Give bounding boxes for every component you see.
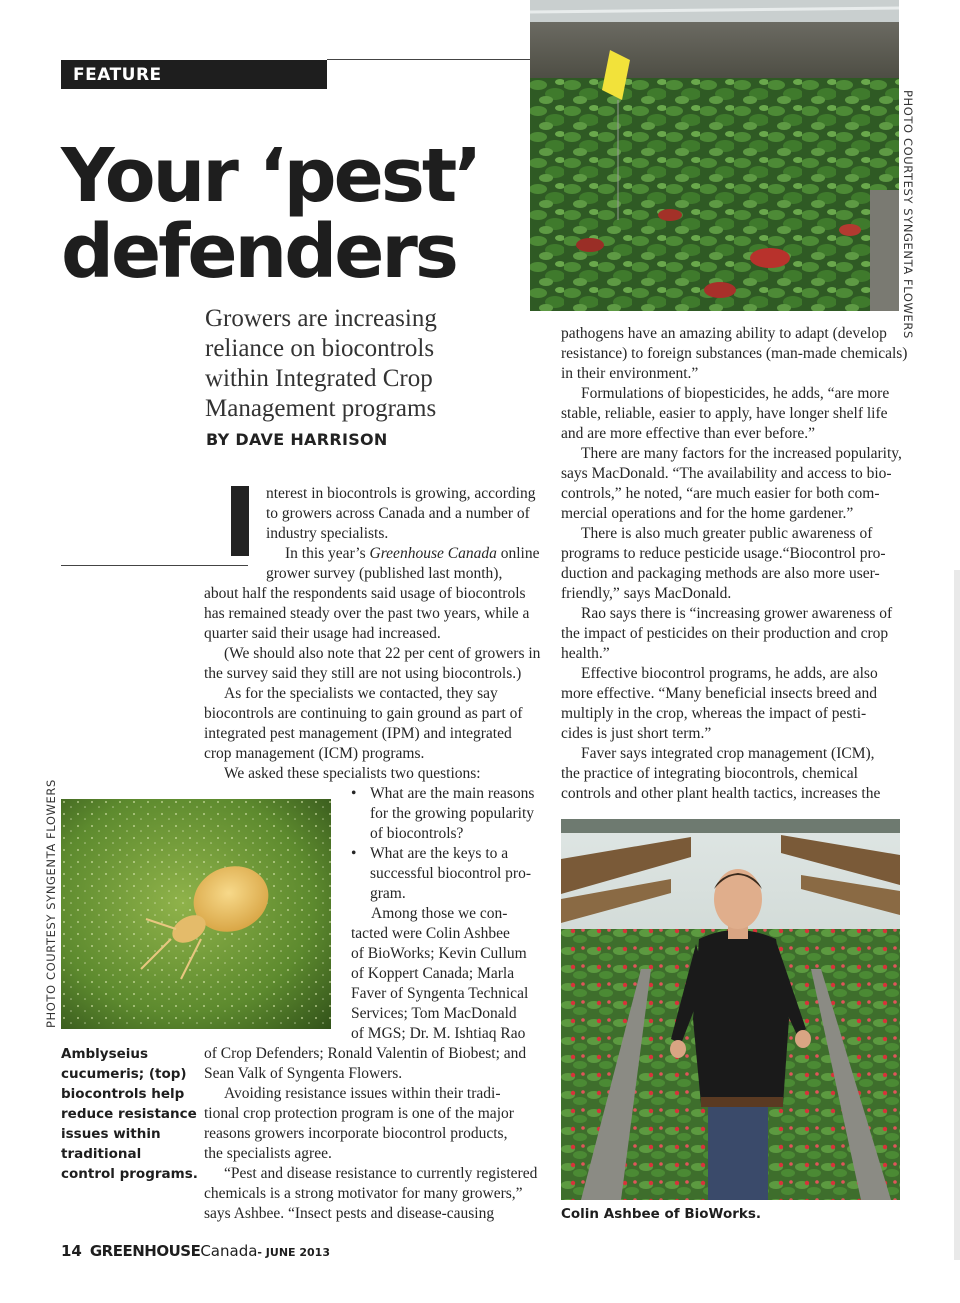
- body-line: of Crop Defenders; Ronald Valentin of Biobest; and: [204, 1045, 527, 1062]
- predatory-mite-photo: [61, 799, 331, 1029]
- body-line: pathogens have an amazing ability to adapt (develop: [561, 325, 887, 342]
- body-line: Services; Tom MacDonald: [351, 1005, 517, 1022]
- body-line: for the growing popularity: [370, 805, 535, 822]
- article-column-2: [561, 324, 908, 804]
- body-line: of Koppert Canada; Marla: [351, 965, 515, 982]
- body-line: Rao says there is “increasing grower awareness of: [581, 605, 893, 622]
- caption-line: Amblyseius: [61, 1046, 149, 1062]
- body-line: stable, reliable, easier to apply, have longer shelf life: [561, 405, 888, 422]
- body-line: As for the specialists we contacted, they say: [224, 685, 498, 702]
- photo-credit-top: [901, 90, 915, 339]
- body-line: • What are the main reasons: [370, 785, 535, 802]
- body-text: online: [496, 545, 540, 562]
- body-line: has remained steady over the past two years, while a: [204, 605, 530, 622]
- body-line: and are more effective than ever before.”: [561, 425, 816, 442]
- question-bullet-2: [351, 844, 544, 904]
- question-bullet-1: [351, 784, 544, 844]
- body-line: programs to reduce pesticide usage.“Biocontrol pro-: [561, 545, 886, 562]
- body-line: friendly,” says MacDonald.: [561, 585, 732, 602]
- body-line: Faver says integrated crop management (ICM),: [581, 745, 875, 762]
- body-line: There is also much greater public awareness of: [581, 525, 873, 542]
- body-line: Among those we con-: [371, 905, 508, 922]
- body-line: the impact of pesticides on their production and crop: [561, 625, 889, 642]
- body-line: health.”: [561, 645, 610, 662]
- issue-date: - JUNE 2013: [257, 1246, 330, 1259]
- greenhouse-poinsettia-photo: [530, 0, 899, 311]
- dek-line: reliance on biocontrols: [205, 335, 435, 362]
- photo-credit-left: [44, 779, 58, 1030]
- body-line: Effective biocontrol programs, he adds, are also: [581, 665, 878, 682]
- caption-line: biocontrols help: [61, 1086, 185, 1102]
- body-line: to growers across Canada and a number of: [266, 505, 530, 522]
- body-line: of biocontrols?: [370, 825, 464, 842]
- body-line: successful biocontrol pro-: [370, 865, 531, 882]
- body-line: tacted were Colin Ashbee: [351, 925, 510, 942]
- body-line: resistance) to foreign substances (man-made chemicals): [561, 345, 908, 362]
- body-line: integrated pest management (IPM) and integrated: [204, 725, 512, 742]
- body-line: Formulations of biopesticides, he adds, “are more: [581, 385, 890, 402]
- body-line: crop management (ICM) programs.: [204, 745, 425, 762]
- photo-credit-text: PHOTO COURTESY SYNGENTA FLOWERS: [901, 90, 915, 339]
- caption-line: control programs.: [61, 1166, 198, 1182]
- body-line: We asked these specialists two questions:: [224, 765, 481, 782]
- body-line: the practice of integrating biocontrols, chemical: [561, 765, 858, 782]
- headline-line: Your ‘pest’: [61, 133, 480, 219]
- body-line: tional crop protection program is one of the major: [204, 1105, 514, 1122]
- body-line: quarter said their usage had increased.: [204, 625, 441, 642]
- body-line: industry specialists.: [266, 525, 389, 542]
- body-line: grower survey (published last month),: [266, 565, 503, 582]
- header-rule: [327, 59, 530, 60]
- body-line: nterest in biocontrols is growing, according: [266, 485, 536, 502]
- body-line: biocontrols are continuing to gain ground as part of: [204, 705, 523, 722]
- photo-credit-text: PHOTO COURTESY SYNGENTA FLOWERS: [44, 779, 58, 1028]
- colin-ashbee-photo: [561, 819, 900, 1200]
- body-line: chemicals is a strong motivator for many growers,”: [204, 1185, 523, 1202]
- mite-photo-caption: [61, 1044, 196, 1184]
- caption-line: issues within: [61, 1126, 161, 1142]
- dek-line: within Integrated Crop: [205, 365, 433, 392]
- body-line: There are many factors for the increased popularity,: [581, 445, 902, 462]
- magazine-brand-light: Canada: [200, 1242, 258, 1260]
- body-line: (We should also note that 22 per cent of growers in: [224, 645, 541, 662]
- body-text: In this year’s: [285, 545, 370, 562]
- magazine-brand: GREENHOUSE: [89, 1242, 201, 1260]
- caption-line: traditional: [61, 1146, 142, 1162]
- section-tag: [61, 60, 327, 89]
- body-line: Faver of Syngenta Technical: [351, 985, 529, 1002]
- body-line: “Pest and disease resistance to currently registered: [224, 1165, 538, 1182]
- page-footer: [61, 1242, 330, 1261]
- body-line: of BioWorks; Kevin Cullum: [351, 945, 527, 962]
- body-line: in their environment.”: [561, 365, 699, 382]
- dek-line: Management programs: [205, 395, 437, 422]
- headline: [61, 133, 531, 295]
- body-line: duction and packaging methods are also more user-: [561, 565, 880, 582]
- section-tag-label: FEATURE: [73, 65, 162, 85]
- body-line: controls and other plant health tactics, increases the: [561, 785, 881, 802]
- body-line: cides is just short term.”: [561, 725, 712, 742]
- body-line: reasons growers incorporate biocontrol products,: [204, 1125, 508, 1142]
- page-number: 14: [61, 1242, 82, 1260]
- body-line: Avoiding resistance issues within their tradi-: [224, 1085, 501, 1102]
- body-line: of MGS; Dr. M. Ishtiaq Rao: [351, 1025, 526, 1042]
- body-line: says MacDonald. “The availability and access to bio-: [561, 465, 892, 482]
- byline: BY DAVE HARRISON: [206, 430, 388, 449]
- body-line: the specialists agree.: [204, 1145, 332, 1162]
- body-line: multiply in the crop, whereas the impact of pesti-: [561, 705, 867, 722]
- body-line: Sean Valk of Syngenta Flowers.: [204, 1065, 403, 1082]
- body-line: the survey said they still are not using biocontrols.): [204, 665, 522, 682]
- magazine-title: Greenhouse Canada: [369, 545, 497, 562]
- body-line: • What are the keys to a: [370, 845, 509, 862]
- page-edge-shadow: [954, 570, 960, 1260]
- man-photo-caption: Colin Ashbee of BioWorks.: [561, 1206, 762, 1222]
- dek-line: Growers are increasing: [205, 305, 437, 332]
- headline-line: defenders: [61, 209, 456, 295]
- body-line: mercial operations and for the home gardener.”: [561, 505, 854, 522]
- body-line: about half the respondents said usage of biocontrols: [204, 585, 526, 602]
- caption-line: reduce resistance: [61, 1106, 197, 1122]
- dek: [205, 304, 525, 424]
- body-line: gram.: [370, 885, 406, 902]
- body-line: controls,” he noted, “are much easier for both com-: [561, 485, 880, 502]
- caption-line: cucumeris; (top): [61, 1066, 187, 1082]
- body-line: says Ashbee. “Insect pests and disease-causing: [204, 1205, 495, 1222]
- body-line: more effective. “Many beneficial insects breed and: [561, 685, 878, 702]
- body-line: [266, 544, 544, 564]
